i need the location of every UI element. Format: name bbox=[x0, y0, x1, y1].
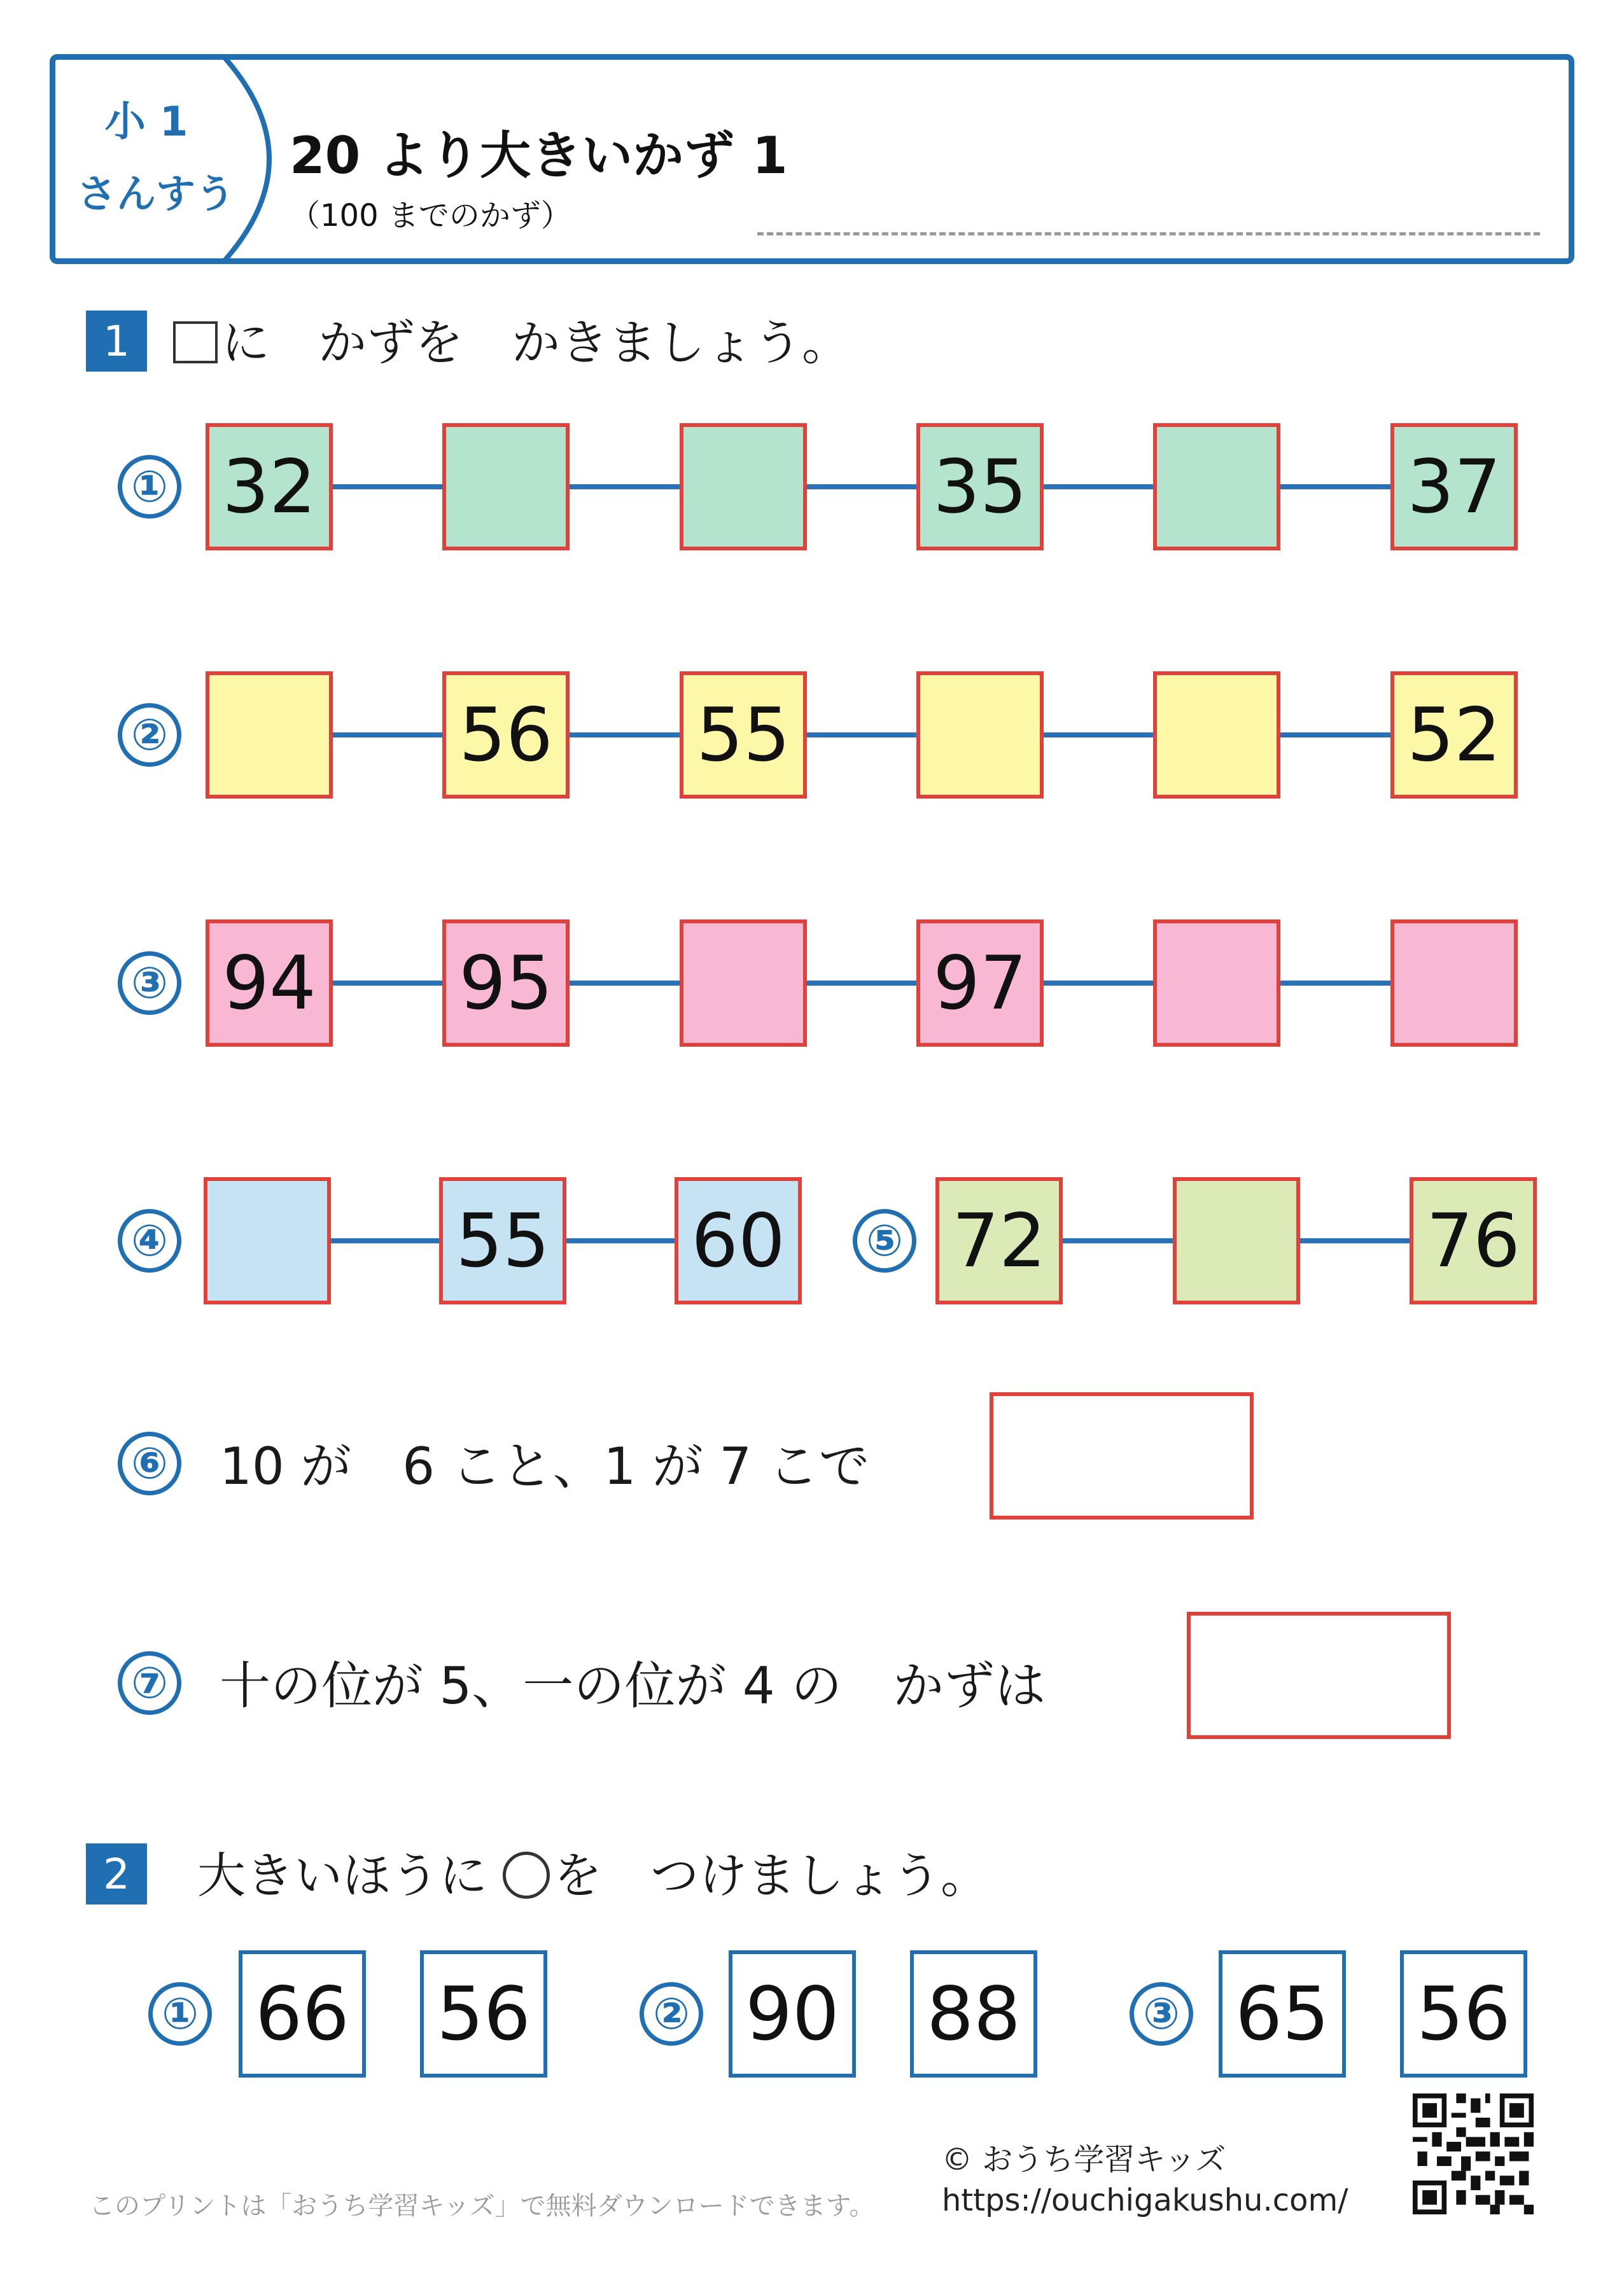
problem-6-number: ⑥ bbox=[118, 1432, 181, 1495]
blank-number-box[interactable] bbox=[442, 423, 570, 550]
problem-6-text: 10 が 6 こと、1 が 7 こで bbox=[220, 1437, 870, 1496]
compare-3-number: ③ bbox=[1130, 1982, 1193, 2046]
blank-number-box[interactable] bbox=[1153, 423, 1280, 550]
number-box: 37 bbox=[1390, 423, 1518, 550]
number-box: 35 bbox=[916, 423, 1044, 550]
number-box: 95 bbox=[442, 919, 570, 1047]
compare-option-box[interactable]: 65 bbox=[1219, 1950, 1346, 2078]
copyright: © おうち学習キッズ bbox=[942, 2142, 1226, 2177]
section-2-badge: 2 bbox=[86, 1843, 147, 1904]
section-1-instruction-text: に かずを かきましょう。 bbox=[221, 314, 850, 371]
blank-number-box[interactable] bbox=[1390, 919, 1518, 1047]
compare-option-box[interactable]: 88 bbox=[910, 1950, 1037, 2078]
problem-7-answer-box[interactable] bbox=[1187, 1612, 1451, 1739]
number-box: 97 bbox=[916, 919, 1044, 1047]
problem-7-text: 十の位が 5、一の位が 4 の かずは bbox=[220, 1656, 1046, 1715]
blank-box-icon bbox=[173, 321, 218, 363]
section-1-badge: 1 bbox=[86, 311, 147, 372]
site-url[interactable]: https://ouchigakushu.com/ bbox=[942, 2183, 1348, 2218]
compare-option-box[interactable]: 56 bbox=[1400, 1950, 1527, 2078]
problem-5-number: ⑤ bbox=[853, 1209, 916, 1273]
header-divider-arc bbox=[50, 54, 317, 264]
blank-number-box[interactable] bbox=[206, 671, 333, 799]
circle-icon bbox=[503, 1852, 550, 1899]
blank-number-box[interactable] bbox=[916, 671, 1044, 799]
section-2-instruction bbox=[197, 1837, 989, 1906]
problem-1-number: ① bbox=[118, 455, 181, 519]
blank-number-box[interactable] bbox=[680, 919, 807, 1047]
section-1-instruction bbox=[173, 304, 850, 374]
name-write-line bbox=[757, 232, 1540, 235]
number-box: 56 bbox=[442, 671, 570, 799]
page-subtitle: （100 までのかず） bbox=[290, 198, 571, 234]
problem-2-number: ② bbox=[118, 703, 181, 767]
blank-number-box[interactable] bbox=[1153, 919, 1280, 1047]
number-box: 72 bbox=[935, 1177, 1063, 1304]
number-box: 76 bbox=[1410, 1177, 1537, 1304]
section-2-instruction-text: を つけましょう。 bbox=[554, 1847, 990, 1904]
footer-note: このプリントは「おうち学習キッズ」で無料ダウンロードできます。 bbox=[89, 2191, 875, 2221]
compare-option-box[interactable]: 56 bbox=[420, 1950, 547, 2078]
problem-7-number: ⑦ bbox=[118, 1651, 181, 1715]
compare-option-box[interactable]: 90 bbox=[729, 1950, 856, 2078]
problem-4-number: ④ bbox=[118, 1209, 181, 1273]
blank-number-box[interactable] bbox=[204, 1177, 331, 1304]
qr-code-icon[interactable] bbox=[1413, 2093, 1534, 2214]
compare-1-number: ① bbox=[148, 1982, 212, 2046]
number-box: 32 bbox=[206, 423, 333, 550]
blank-number-box[interactable] bbox=[1153, 671, 1280, 799]
section-2-instruction-prefix: 大きいほうに bbox=[197, 1847, 487, 1904]
grade-label: 小 1 bbox=[104, 99, 188, 146]
problem-6-answer-box[interactable] bbox=[990, 1392, 1254, 1520]
number-box: 60 bbox=[675, 1177, 802, 1304]
compare-2-number: ② bbox=[640, 1982, 703, 2046]
problem-3-number: ③ bbox=[118, 951, 181, 1015]
subject-label: さんすう bbox=[76, 171, 235, 217]
number-box: 52 bbox=[1390, 671, 1518, 799]
number-box: 55 bbox=[439, 1177, 566, 1304]
number-box: 55 bbox=[680, 671, 807, 799]
compare-option-box[interactable]: 66 bbox=[239, 1950, 366, 2078]
blank-number-box[interactable] bbox=[680, 423, 807, 550]
number-box: 94 bbox=[206, 919, 333, 1047]
blank-number-box[interactable] bbox=[1173, 1177, 1300, 1304]
page-title: 20 より大きいかず 1 bbox=[290, 126, 788, 185]
